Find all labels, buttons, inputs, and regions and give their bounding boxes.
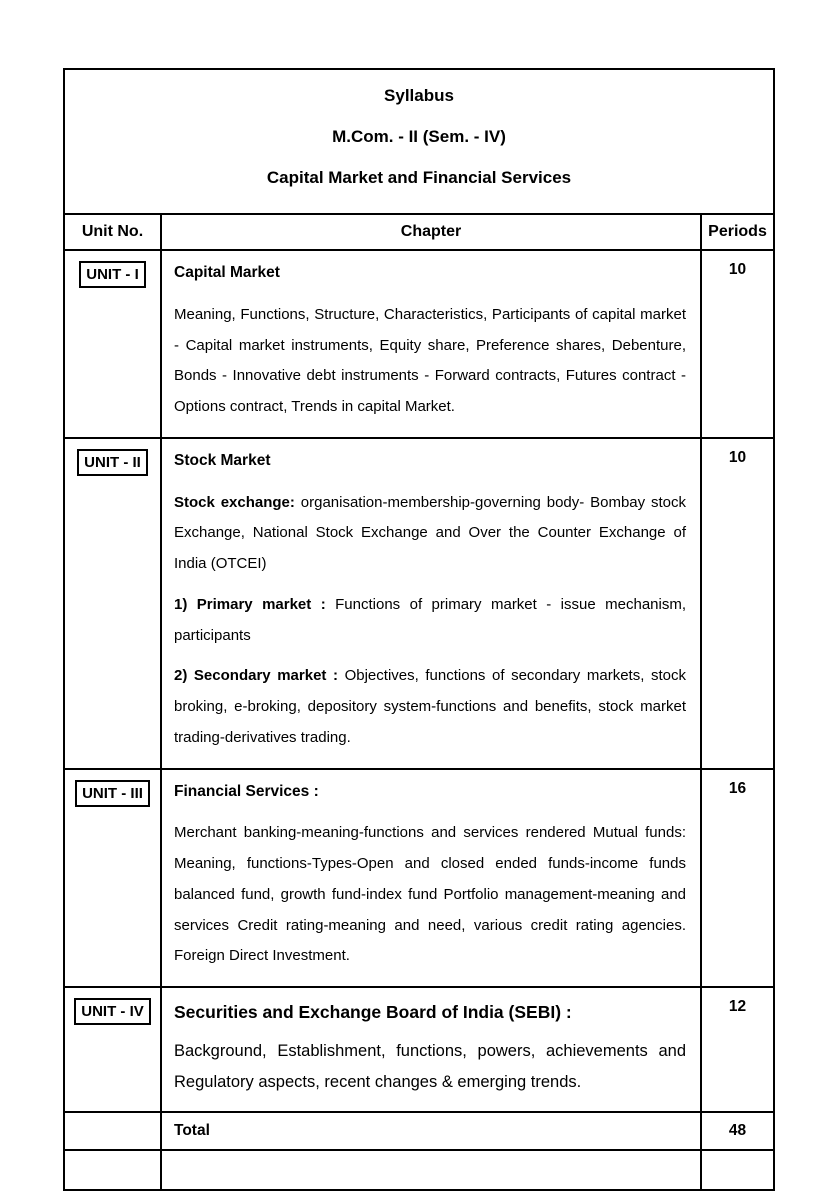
table-row bbox=[65, 988, 773, 1113]
unit-cell bbox=[65, 439, 162, 770]
total-unit-cell bbox=[65, 1113, 162, 1151]
doc-course-title: Capital Market and Financial Services bbox=[266, 168, 572, 187]
chapter-body bbox=[174, 818, 686, 972]
chapter-paragraph: Merchant banking-meaning-functions and services rendered Mutual funds: Meaning, functions-Types-Open and closed ended funds-income funds balanced fund, growth fund-index fund Portfolio management-meaning and services Credit rating-meaning and need, various credit rating agencies. Foreign Direct Investment. bbox=[174, 824, 686, 965]
chapter-paragraph: 2) Secondary market : Objectives, functions of secondary markets, stock broking, e-broking, depository system-functions and benefits, stock market trading-derivatives trading. bbox=[174, 667, 686, 746]
periods-value: 10 bbox=[728, 448, 747, 466]
chapter-title: Capital Market bbox=[174, 264, 280, 281]
total-row bbox=[65, 1113, 773, 1151]
unit-cell bbox=[65, 988, 162, 1113]
doc-subtitle: M.Com. - II (Sem. - IV) bbox=[332, 127, 506, 146]
chapter-cell bbox=[162, 439, 702, 770]
chapter-cell bbox=[162, 988, 702, 1113]
chapter-paragraph: Background, Establishment, functions, powers, achievements and Regulatory aspects, recent changes & emerging trends. bbox=[174, 1042, 686, 1091]
column-header-unit: Unit No. bbox=[65, 215, 162, 251]
unit-cell bbox=[65, 251, 162, 439]
chapter-paragraph: 1) Primary market : Functions of primary market - issue mechanism, participants bbox=[174, 595, 686, 644]
total-label: Total bbox=[162, 1113, 702, 1151]
chapter-title: Financial Services : bbox=[174, 782, 319, 800]
chapter-paragraph: Meaning, Functions, Structure, Characteristics, Participants of capital market - Capital market instruments, Equity share, Preference shares, Debenture, Bonds - Innovative debt instruments - Forward contracts, Futures contract - Options contract, Trends in capital Market. bbox=[174, 305, 686, 416]
periods-cell bbox=[702, 770, 773, 989]
chapter-cell bbox=[162, 251, 702, 439]
chapter-body bbox=[174, 1036, 686, 1097]
chapter-title: Stock Market bbox=[174, 451, 271, 469]
unit-label: UNIT - I bbox=[79, 261, 146, 288]
total-value: 48 bbox=[702, 1113, 773, 1151]
table-row bbox=[65, 439, 773, 770]
chapter-cell bbox=[162, 770, 702, 989]
table-row bbox=[65, 251, 773, 439]
table-header-row bbox=[65, 215, 773, 251]
chapter-title: Securities and Exchange Board of India (SEBI) : bbox=[174, 1002, 572, 1023]
periods-cell bbox=[702, 439, 773, 770]
unit-label: UNIT - III bbox=[75, 780, 150, 807]
table-body bbox=[65, 251, 773, 1113]
table-row bbox=[65, 770, 773, 989]
unit-cell bbox=[65, 770, 162, 989]
unit-label: UNIT - II bbox=[77, 449, 148, 476]
chapter-body bbox=[174, 488, 686, 754]
periods-value: 10 bbox=[728, 261, 747, 278]
column-header-periods: Periods bbox=[702, 215, 773, 251]
document-header bbox=[65, 70, 773, 215]
doc-title: Syllabus bbox=[384, 86, 454, 105]
column-header-chapter: Chapter bbox=[162, 215, 702, 251]
unit-label: UNIT - IV bbox=[74, 998, 151, 1025]
periods-cell bbox=[702, 251, 773, 439]
chapter-paragraph: Stock exchange: organisation-membership-governing body- Bombay stock Exchange, National Stock Exchange and Over the Counter Exchange of India (OTCEI) bbox=[174, 493, 686, 573]
periods-cell bbox=[702, 988, 773, 1113]
periods-value: 16 bbox=[728, 779, 747, 797]
empty-row bbox=[65, 1151, 773, 1189]
syllabus-table bbox=[63, 68, 775, 1191]
periods-value: 12 bbox=[728, 998, 747, 1016]
chapter-body bbox=[174, 300, 686, 423]
